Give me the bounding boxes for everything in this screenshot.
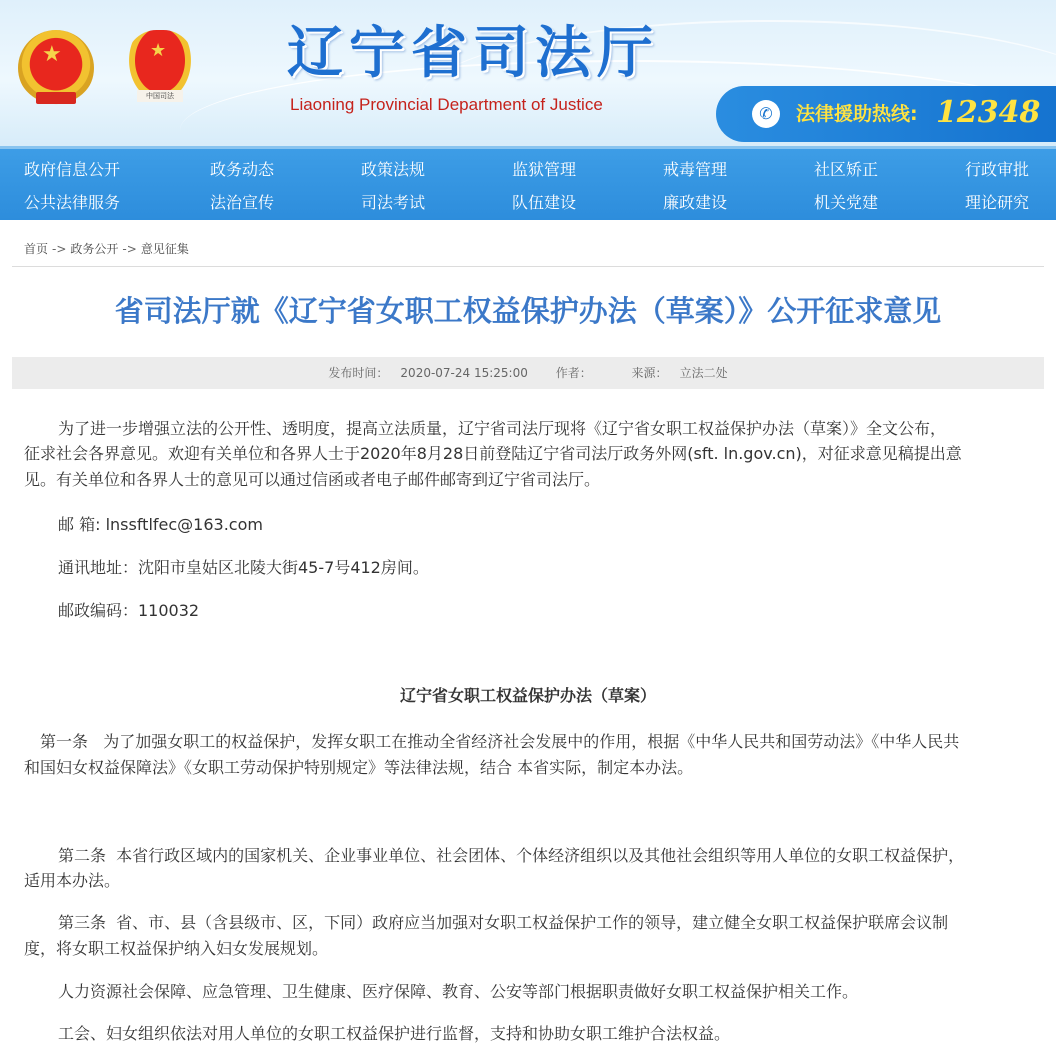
source-label: 来源： <box>631 366 668 380</box>
intro-line: 征求社会各界意见。欢迎有关单位和各界人士于2020年8月28日前登陆辽宁省司法厅政务外网(sft. ln.gov.cn)，对征求意见稿提出意 <box>24 444 962 463</box>
publish-time: 2020-07-24 15:25:00 <box>400 366 528 380</box>
article-3-line: 第三条 省、市、县（含县级市、区，下同）政府应当加强对女职工权益保护工作的领导，建立健全女职工权益保护联席会议制 <box>58 913 949 932</box>
nav-item-community[interactable]: 社区矫正 <box>814 160 879 179</box>
nav-item-judicial-exam[interactable]: 司法考试 <box>361 193 426 212</box>
law-title: 辽宁省女职工权益保护办法（草案） <box>399 686 656 705</box>
breadcrumb-separator: -> <box>52 242 67 256</box>
author-label: 作者： <box>555 366 592 380</box>
nav-item-gov-info[interactable]: 政府信息公开 <box>24 160 121 179</box>
article-3-line: 度，将女职工权益保护纳入妇女发展规划。 <box>24 939 329 958</box>
intro-line: 见。有关单位和各界人士的意见可以通过信函或者电子邮件邮寄到辽宁省司法厅。 <box>24 470 601 489</box>
contact-address: 通讯地址：沈阳市皇姑区北陵大街45-7号412房间。 <box>58 558 429 577</box>
national-emblem-icon[interactable]: ★ <box>18 30 94 106</box>
phone-icon: ✆ <box>752 100 780 128</box>
article-1-line: 第一条 为了加强女职工的权益保护，发挥女职工在推动全省经济社会发展中的作用，根据《中华人民共和国劳动法》《中华人民共 <box>40 732 960 751</box>
main-nav <box>0 146 1056 220</box>
contact-postcode: 邮政编码：110032 <box>58 601 200 620</box>
breadcrumb-home[interactable]: 首页 <box>24 242 49 256</box>
nav-item-theory[interactable]: 理论研究 <box>965 193 1030 212</box>
nav-item-legal-service[interactable]: 公共法律服务 <box>24 193 121 212</box>
site-title[interactable]: 辽宁省司法厅 <box>287 21 659 86</box>
article-2-line: 第二条 本省行政区域内的国家机关、企业事业单位、社会团体、个体经济组织以及其他社会组织等用人单位的女职工权益保护， <box>58 846 965 865</box>
nav-row-1 <box>0 154 1056 186</box>
site-subtitle: Liaoning Provincial Department of Justice <box>290 95 603 114</box>
article-2-line: 适用本办法。 <box>24 871 121 890</box>
breadcrumb-gov-affairs[interactable]: 政务公开 <box>70 242 119 256</box>
article-meta <box>12 357 1044 389</box>
nav-item-party[interactable]: 机关党建 <box>814 193 879 212</box>
article-3-paragraph: 人力资源社会保障、应急管理、卫生健康、医疗保障、教育、公安等部门根据职责做好女职工权益保护相关工作。 <box>58 982 859 1001</box>
breadcrumb-separator: -> <box>122 242 137 256</box>
nav-item-policy[interactable]: 政策法规 <box>361 160 426 179</box>
contact-email: 邮 箱: lnssftlfec@163.com <box>58 515 263 534</box>
hotline-number: 12348 <box>936 95 1041 130</box>
article-3-paragraph: 工会、妇女组织依法对用人单位的女职工权益保护进行监督，支持和协助女职工维护合法权益。 <box>58 1024 731 1043</box>
badge-text: 中国司法 <box>137 90 183 102</box>
publish-time-label: 发布时间： <box>328 366 389 380</box>
intro-line: 为了进一步增强立法的公开性、透明度，提高立法质量，辽宁省司法厅现将《辽宁省女职工权益保护办法（草案）》全文公布， <box>58 419 947 438</box>
nav-item-rehab[interactable]: 戒毒管理 <box>663 160 728 179</box>
source: 立法二处 <box>679 366 728 380</box>
article-1-line: 和国妇女权益保障法》《女职工劳动保护特别规定》等法律法规，结合 本省实际，制定本办法。 <box>24 758 694 777</box>
breadcrumb-opinion[interactable]: 意见征集 <box>140 242 189 256</box>
nav-item-integrity[interactable]: 廉政建设 <box>663 193 728 212</box>
nav-item-gov-news[interactable]: 政务动态 <box>210 160 275 179</box>
hotline-label: 法律援助热线: <box>796 103 918 125</box>
nav-row-2 <box>0 187 1056 219</box>
nav-item-team[interactable]: 队伍建设 <box>512 193 577 212</box>
breadcrumb <box>24 240 189 258</box>
nav-item-law-publicity[interactable]: 法治宣传 <box>210 193 275 212</box>
nav-item-approval[interactable]: 行政审批 <box>965 160 1030 179</box>
justice-badge-icon[interactable]: ★ 中国司法 <box>125 30 195 106</box>
divider <box>12 266 1044 267</box>
hotline-banner <box>716 86 1056 142</box>
site-banner <box>0 0 1056 146</box>
nav-item-prison[interactable]: 监狱管理 <box>512 160 577 179</box>
article-title: 省司法厅就《辽宁省女职工权益保护办法（草案）》公开征求意见 <box>114 294 942 328</box>
